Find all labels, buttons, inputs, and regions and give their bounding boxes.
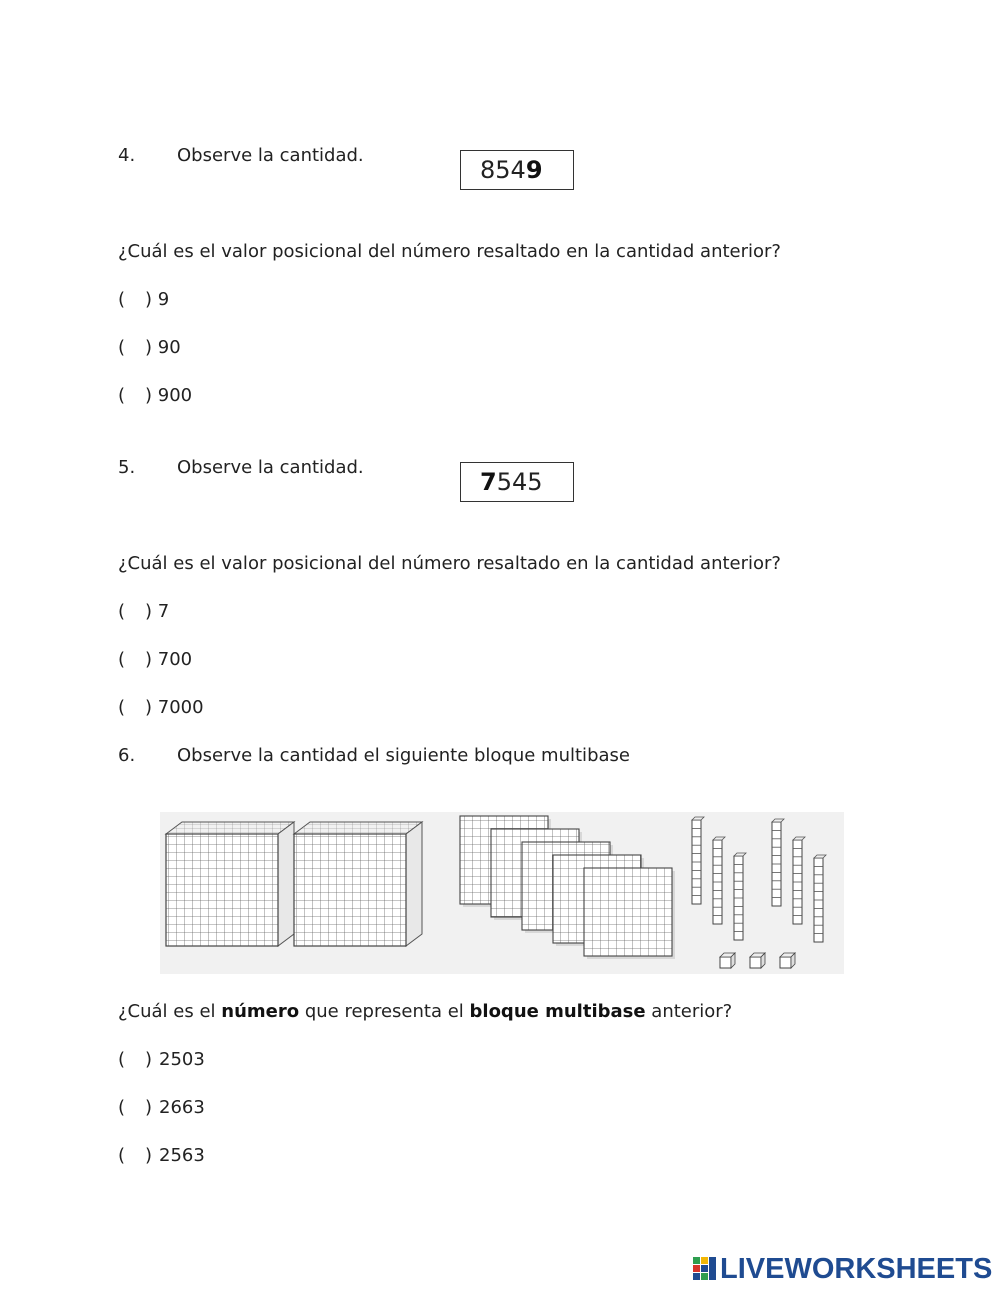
question-5-text: ¿Cuál es el valor posicional del número resaltado en la cantidad anterior? bbox=[118, 553, 781, 574]
question-5-quantity-box bbox=[460, 462, 574, 502]
keyword-bloque-multibase: bloque multibase bbox=[469, 1001, 646, 1022]
question-5-prompt: Observe la cantidad. bbox=[177, 457, 364, 478]
question-4-prompt: Observe la cantidad. bbox=[177, 145, 364, 166]
question-6-text: ¿Cuál es el número que representa el bloque multibase anterior? bbox=[118, 1001, 733, 1022]
liveworksheets-logo-text: LIVEWORKSHEETS bbox=[720, 1252, 993, 1285]
multibase-blocks-figure bbox=[160, 812, 844, 974]
quantity-highlighted-digit: 7 bbox=[480, 468, 497, 496]
question-4-option-2[interactable]: ( ) 90 bbox=[118, 337, 181, 358]
units-cubes bbox=[720, 953, 795, 968]
question-4-option-1[interactable]: ( ) 9 bbox=[118, 289, 170, 310]
quantity-highlighted-digit: 9 bbox=[525, 156, 543, 184]
question-5-number: 5. bbox=[118, 457, 136, 478]
question-5-option-3[interactable]: ( ) 7000 bbox=[118, 697, 204, 718]
question-6-number: 6. bbox=[118, 745, 136, 766]
question-4-text: ¿Cuál es el valor posicional del número resaltado en la cantidad anterior? bbox=[118, 241, 781, 262]
unit-cube bbox=[720, 953, 735, 968]
question-5-option-1[interactable]: ( ) 7 bbox=[118, 601, 170, 622]
keyword-numero: número bbox=[221, 1001, 300, 1022]
question-4-number: 4. bbox=[118, 145, 136, 166]
liveworksheets-logo-icon bbox=[693, 1257, 717, 1281]
thousand-cube bbox=[166, 822, 294, 946]
question-5-option-2[interactable]: ( ) 700 bbox=[118, 649, 193, 670]
quantity-normal-digits: 854 bbox=[480, 156, 526, 184]
question-6-option-2[interactable]: ( ) 2663 bbox=[118, 1097, 205, 1118]
thousands-cubes bbox=[166, 822, 422, 946]
question-6-option-1[interactable]: ( ) 2503 bbox=[118, 1049, 205, 1070]
question-6-prompt: Observe la cantidad el siguiente bloque multibase bbox=[177, 745, 630, 766]
question-4-option-3[interactable]: ( ) 900 bbox=[118, 385, 193, 406]
hundred-flat bbox=[584, 868, 675, 959]
question-6-option-3[interactable]: ( ) 2563 bbox=[118, 1145, 205, 1166]
question-4-quantity-box bbox=[460, 150, 574, 190]
unit-cube bbox=[750, 953, 765, 968]
liveworksheets-logo[interactable] bbox=[693, 1254, 992, 1284]
quantity-normal-digits: 545 bbox=[496, 468, 543, 496]
unit-cube bbox=[780, 953, 795, 968]
thousand-cube bbox=[294, 822, 422, 946]
